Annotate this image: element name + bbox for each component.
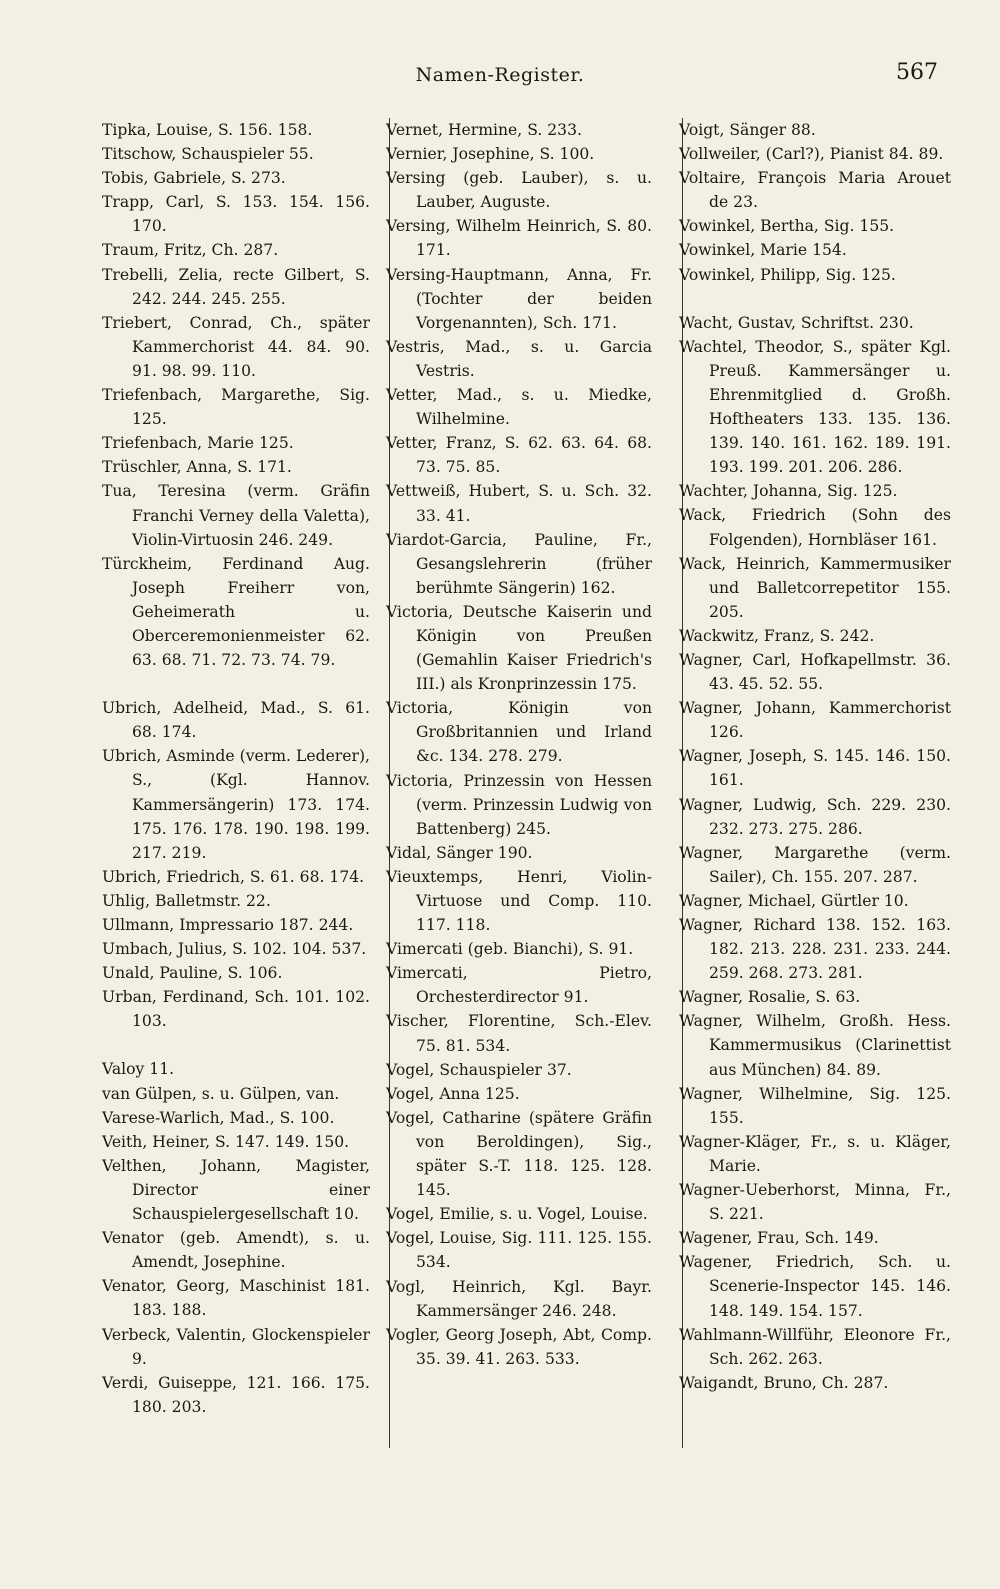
index-entry: Vogler, Georg Joseph, Abt, Comp. 35. 39. 41. 263. 533. bbox=[386, 1325, 652, 1368]
index-entry: Wagner, Margarethe (verm. Sailer), Ch. 155. 207. 287. bbox=[679, 843, 951, 886]
index-entry: Wagner, Carl, Hofkapellmstr. 36. 43. 45. 52. 55. bbox=[679, 650, 951, 694]
index-entry: Ubrich, Adelheid, Mad., S. 61. 68. 174. bbox=[102, 699, 370, 742]
index-entry: Wacht, Gustav, Schriftst. 230. bbox=[679, 313, 914, 332]
index-entry: Verbeck, Valentin, Glockenspieler 9. bbox=[102, 1325, 370, 1368]
index-entry: Vischer, Florentine, Sch.-Elev. 75. 81. 534. bbox=[386, 1012, 652, 1055]
index-entry: Waigandt, Bruno, Ch. 287. bbox=[679, 1373, 889, 1392]
column-1-entries bbox=[102, 118, 370, 1419]
index-entry: Triefenbach, Margarethe, Sig. 125. bbox=[102, 386, 370, 429]
index-entry: Triefenbach, Marie 125. bbox=[102, 434, 294, 453]
index-entry: Vetter, Mad., s. u. Miedke, Wilhelmine. bbox=[386, 386, 652, 429]
index-entry: Wagner, Wilhelmine, Sig. 125. 155. bbox=[679, 1084, 951, 1127]
index-entry: Versing-Hauptmann, Anna, Fr. (Tochter der beiden Vorgenannten), Sch. 171. bbox=[386, 265, 652, 332]
index-entry: Uhlig, Balletmstr. 22. bbox=[102, 891, 271, 910]
index-entry: Wackwitz, Franz, S. 242. bbox=[679, 626, 875, 645]
index-entry: Vogel, Louise, Sig. 111. 125. 155. 534. bbox=[386, 1229, 652, 1272]
column-2-entries bbox=[386, 118, 652, 1371]
index-entry: Tobis, Gabriele, S. 273. bbox=[102, 169, 286, 188]
index-entry: Venator, Georg, Maschinist 181. 183. 188. bbox=[102, 1277, 370, 1320]
index-entry: Triebert, Conrad, Ch., später Kammerchorist 44. 84. 90. 91. 98. 99. 110. bbox=[102, 313, 370, 380]
index-entry: Voigt, Sänger 88. bbox=[679, 121, 816, 139]
index-entry: Vernier, Josephine, S. 100. bbox=[386, 145, 595, 164]
index-entry: Trapp, Carl, S. 153. 154. 156. 170. bbox=[102, 193, 370, 236]
index-entry: Vestris, Mad., s. u. Garcia Vestris. bbox=[386, 337, 652, 380]
index-entry: Türckheim, Ferdinand Aug. Joseph Freiherr von, Geheimerath u. Oberceremonienmeister 62. 63. 68. 71. 72. 73. 74. 79. bbox=[102, 554, 370, 670]
index-entry: Vowinkel, Philipp, Sig. 125. bbox=[679, 265, 896, 284]
index-entry: Trüschler, Anna, S. 171. bbox=[102, 458, 292, 477]
index-entry: Vogel, Schauspieler 37. bbox=[386, 1060, 572, 1079]
index-entry: Vogel, Anna 125. bbox=[386, 1084, 520, 1103]
index-entry: Vettweiß, Hubert, S. u. Sch. 32. 33. 41. bbox=[386, 482, 652, 525]
column-3-entries bbox=[677, 118, 951, 1395]
index-entry: Wagner, Johann, Kammerchorist 126. bbox=[679, 699, 951, 742]
index-entry: Wagner, Michael, Gürtler 10. bbox=[679, 891, 909, 910]
index-entry: Victoria, Deutsche Kaiserin und Königin von Preußen (Gemahlin Kaiser Friedrich's III.) als Kronprinzessin 175. bbox=[386, 602, 652, 694]
index-entry: Versing, Wilhelm Heinrich, S. 80. 171. bbox=[386, 217, 652, 260]
index-entry: Versing (geb. Lauber), s. u. Lauber, Auguste. bbox=[386, 169, 652, 212]
index-entry: Verdi, Guiseppe, 121. 166. 175. 180. 203. bbox=[102, 1373, 370, 1416]
index-entry: Vowinkel, Marie 154. bbox=[679, 241, 847, 260]
index-entry: Ubrich, Friedrich, S. 61. 68. 174. bbox=[102, 867, 365, 886]
index-entry: Vimercati (geb. Bianchi), S. 91. bbox=[386, 940, 634, 959]
index-entry: Titschow, Schauspieler 55. bbox=[102, 145, 314, 164]
index-entry: Trebelli, Zelia, recte Gilbert, S. 242. 244. 245. 255. bbox=[102, 265, 370, 308]
index-entry: Victoria, Prinzessin von Hessen (verm. Prinzessin Ludwig von Battenberg) 245. bbox=[386, 771, 652, 838]
index-entry: Wagner-Kläger, Fr., s. u. Kläger, Marie. bbox=[679, 1132, 951, 1175]
index-entry: Wachtel, Theodor, S., später Kgl. Preuß. Kammersänger u. Ehrenmitglied d. Großh. Hoftheaters 133. 135. 136. 139. 140. 161. 162. 189. 191. 193. 199. 201. 206. 286. bbox=[679, 337, 951, 477]
index-entry: Wagner-Ueberhorst, Minna, Fr., S. 221. bbox=[679, 1181, 951, 1224]
page-title: Namen-Register. bbox=[415, 64, 585, 86]
index-entry: Victoria, Königin von Großbritannien und Irland &c. 134. 278. 279. bbox=[386, 699, 652, 766]
index-entry: Traum, Fritz, Ch. 287. bbox=[102, 241, 279, 260]
index-entry: Wagner, Ludwig, Sch. 229. 230. 232. 273. 275. 286. bbox=[679, 795, 951, 838]
index-entry: Vimercati, Pietro, Orchesterdirector 91. bbox=[386, 964, 652, 1007]
column-2 bbox=[386, 118, 652, 1448]
index-entry: Voltaire, François Maria Arouet de 23. bbox=[679, 169, 951, 212]
index-entry: Venator (geb. Amendt), s. u. Amendt, Josephine. bbox=[102, 1229, 370, 1272]
index-entry: Tua, Teresina (verm. Gräfin Franchi Verney della Valetta), Violin-Virtuosin 246. 249. bbox=[102, 482, 370, 549]
running-head bbox=[0, 60, 1000, 100]
index-entry: Vollweiler, (Carl?), Pianist 84. 89. bbox=[679, 145, 944, 164]
index-entry: Valoy 11. bbox=[102, 1060, 175, 1079]
index-entry: Umbach, Julius, S. 102. 104. 537. bbox=[102, 940, 367, 959]
index-entry: Ullmann, Impressario 187. 244. bbox=[102, 916, 354, 934]
index-entry: Wagener, Friedrich, Sch. u. Scenerie-Inspector 145. 146. 148. 149. 154. 157. bbox=[679, 1253, 951, 1320]
page-number: 567 bbox=[896, 60, 938, 85]
index-entry: Urban, Ferdinand, Sch. 101. 102. 103. bbox=[102, 988, 370, 1031]
index-entry: Wack, Heinrich, Kammermusiker und Balletcorrepetitor 155. 205. bbox=[679, 554, 951, 621]
index-entry: Vogel, Catharine (spätere Gräfin von Beroldingen), Sig., später S.-T. 118. 125. 128. 145. bbox=[386, 1108, 652, 1200]
index-entry: Viardot-Garcia, Pauline, Fr., Gesangslehrerin (früher berühmte Sängerin) 162. bbox=[386, 530, 652, 597]
index-entry: van Gülpen, s. u. Gülpen, van. bbox=[102, 1084, 340, 1103]
index-entry: Unald, Pauline, S. 106. bbox=[102, 964, 283, 983]
index-entry: Wahlmann-Willführ, Eleonore Fr., Sch. 262. 263. bbox=[679, 1325, 951, 1368]
index-entry: Wagner, Richard 138. 152. 163. 182. 213. 228. 231. 233. 244. 259. 268. 273. 281. bbox=[679, 916, 951, 983]
index-entry: Wachter, Johanna, Sig. 125. bbox=[679, 482, 898, 501]
index-entry: Wagner, Joseph, S. 145. 146. 150. 161. bbox=[679, 747, 951, 790]
index-entry: Vidal, Sänger 190. bbox=[386, 843, 533, 862]
index-entry: Vowinkel, Bertha, Sig. 155. bbox=[679, 217, 895, 236]
index-entry: Vogel, Emilie, s. u. Vogel, Louise. bbox=[386, 1205, 648, 1224]
column-3 bbox=[679, 118, 951, 1448]
index-entry: Vieuxtemps, Henri, Violin-Virtuose und Comp. 110. 117. 118. bbox=[386, 867, 652, 935]
index-entry: Ubrich, Asminde (verm. Lederer), S., (Kgl. Hannov. Kammersängerin) 173. 174. 175. 176. 178. 190. 198. 199. 217. 219. bbox=[102, 747, 370, 862]
index-entry: Veith, Heiner, S. 147. 149. 150. bbox=[102, 1132, 350, 1151]
index-entry: Varese-Warlich, Mad., S. 100. bbox=[102, 1108, 335, 1127]
index-entry: Wagener, Frau, Sch. 149. bbox=[679, 1229, 879, 1248]
index-entry: Vogl, Heinrich, Kgl. Bayr. Kammersänger 246. 248. bbox=[386, 1277, 652, 1320]
index-entry: Vetter, Franz, S. 62. 63. 64. 68. 73. 75. 85. bbox=[386, 434, 652, 477]
index-entry: Velthen, Johann, Magister, Director einer Schauspielergesellschaft 10. bbox=[102, 1156, 370, 1224]
index-entry: Wack, Friedrich (Sohn des Folgenden), Hornbläser 161. bbox=[679, 506, 951, 549]
index-entry: Wagner, Rosalie, S. 63. bbox=[679, 988, 861, 1007]
index-entry: Wagner, Wilhelm, Großh. Hess. Kammermusikus (Clarinettist aus München) 84. 89. bbox=[679, 1012, 951, 1079]
column-1 bbox=[102, 118, 370, 1419]
index-entry: Tipka, Louise, S. 156. 158. bbox=[102, 121, 313, 139]
index-entry: Vernet, Hermine, S. 233. bbox=[386, 121, 582, 139]
